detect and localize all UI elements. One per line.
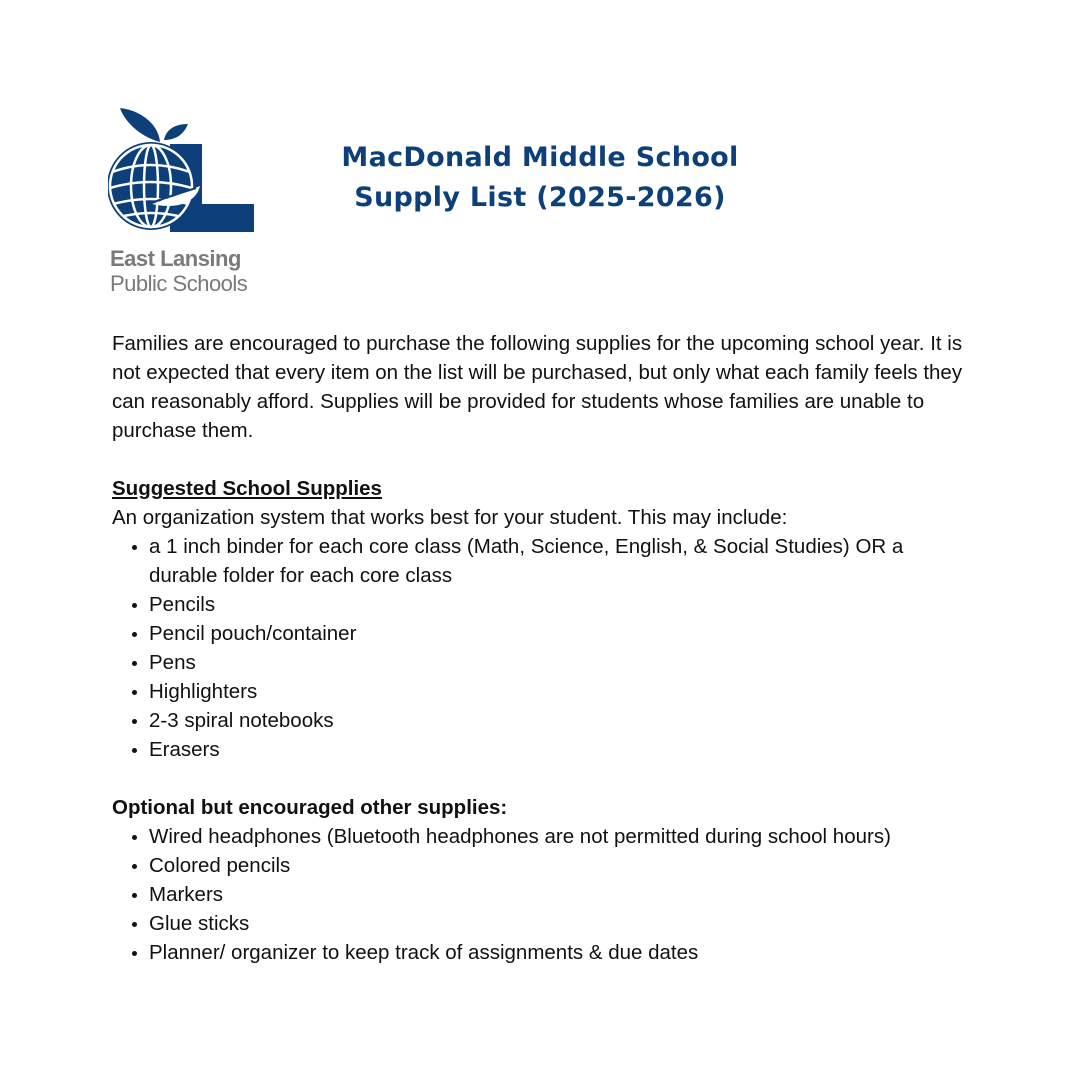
logo-line-1: East Lansing [110, 246, 241, 271]
list-item: Markers [149, 880, 972, 909]
list-item: 2-3 spiral notebooks [149, 706, 972, 735]
list-item: Pencil pouch/container [149, 619, 972, 648]
list-item: Colored pencils [149, 851, 972, 880]
main-content [112, 329, 972, 996]
logo-wordmark [110, 246, 247, 296]
apple-globe-logo-icon [108, 106, 258, 236]
optional-supplies-heading: Optional but encouraged other supplies: [112, 796, 508, 819]
suggested-supplies-heading: Suggested School Supplies [112, 477, 382, 500]
list-item: Pens [149, 648, 972, 677]
list-item: Glue sticks [149, 909, 972, 938]
district-logo [108, 106, 258, 296]
list-item: Wired headphones (Bluetooth headphones are not permitted during school hours) [149, 822, 972, 851]
suggested-supplies-list [112, 532, 972, 764]
logo-line-2: Public Schools [110, 271, 248, 296]
title-line-2: Supply List (2025-2026) [354, 182, 726, 213]
optional-supplies-list [112, 822, 972, 967]
list-item: Highlighters [149, 677, 972, 706]
list-item: Pencils [149, 590, 972, 619]
list-item: a 1 inch binder for each core class (Math, Science, English, & Social Studies) OR a durable folder for each core class [149, 532, 972, 590]
suggested-supplies-description: An organization system that works best for your student. This may include: [112, 506, 788, 529]
list-item: Planner/ organizer to keep track of assignments & due dates [149, 938, 972, 967]
list-item: Erasers [149, 735, 972, 764]
title-line-1: MacDonald Middle School [341, 142, 739, 173]
intro-paragraph: Families are encouraged to purchase the following supplies for the upcoming school year. It is not expected that every item on the list will be purchased, but only what each family feels they can reasonably afford. Supplies will be provided for students whose families are unable to purchase them. [112, 332, 963, 442]
page-title [300, 138, 780, 218]
